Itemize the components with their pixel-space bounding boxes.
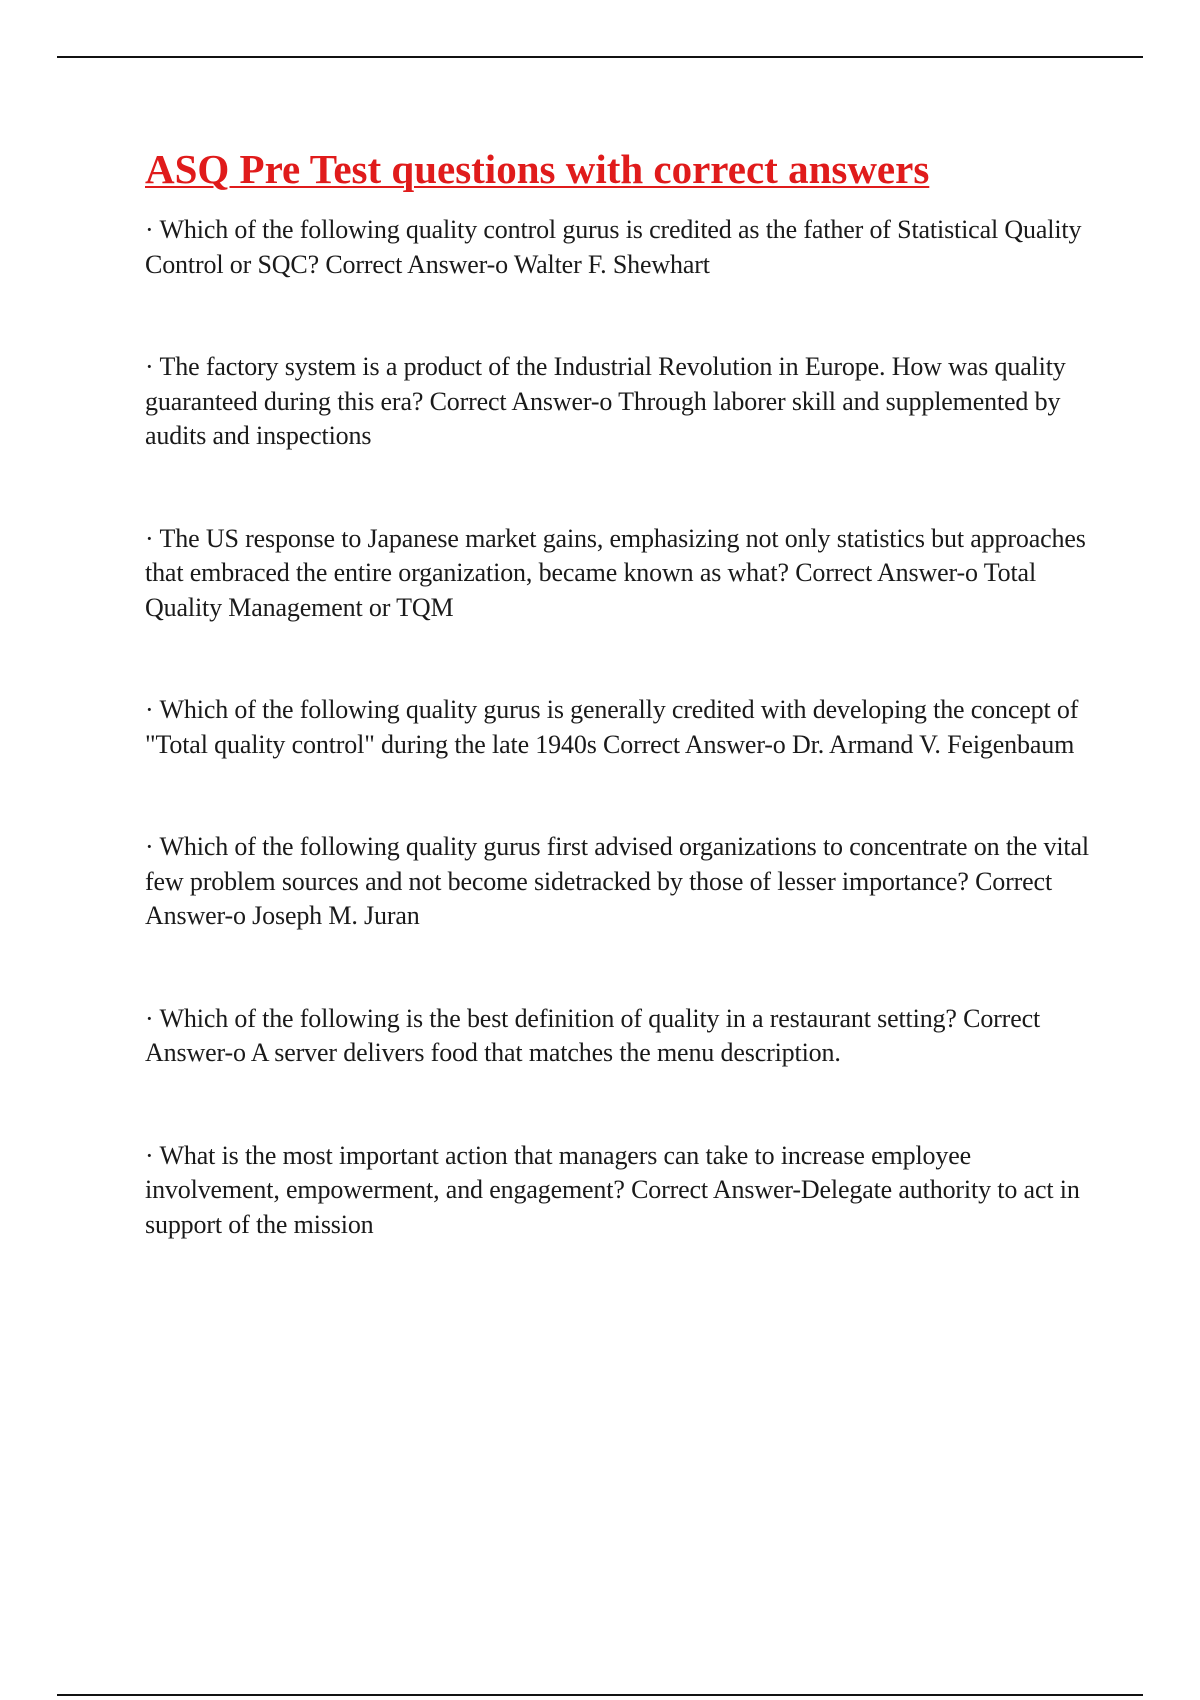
qa-item-7 bbox=[145, 1139, 1090, 1243]
qa-item-3 bbox=[145, 522, 1090, 626]
qa-text-7: What is the most important action that managers can take to increase employee involvement, empowerment, and engagement? Correct Answer-Delegate authority to act in support of the mission bbox=[145, 1140, 1080, 1239]
qa-text-5: Which of the following quality gurus first advised organizations to concentrate on the vital few problem sources and not become sidetracked by those of lesser importance? Correct Answer-o Joseph M. Juran bbox=[145, 832, 1089, 930]
bullet-mark: · bbox=[145, 215, 154, 244]
qa-text-1: Which of the following quality control gurus is credited as the father of Statistical Quality Control or SQC? Correct Answer-o Walter F. Shewhart bbox=[145, 215, 1082, 279]
bullet-mark: · bbox=[145, 1140, 154, 1170]
bullet-mark: · bbox=[145, 695, 154, 724]
bullet-mark: · bbox=[145, 832, 154, 861]
bullet-mark: · bbox=[145, 1003, 154, 1033]
document-title: ASQ Pre Test questions with correct answers bbox=[145, 146, 930, 192]
qa-text-3: The US response to Japanese market gains, emphasizing not only statistics but approaches that embraced the entire organization, became known as what? Correct Answer-o Total Quality Management or TQM bbox=[145, 523, 1086, 622]
qa-item-5 bbox=[145, 830, 1090, 934]
footer-rule bbox=[57, 1694, 1143, 1696]
qa-text-2: The factory system is a product of the Industrial Revolution in Europe. How was quality guaranteed during this era? Correct Answer-o Through laborer skill and supplemented by audits and inspections bbox=[145, 352, 1066, 450]
bullet-mark: · bbox=[145, 523, 154, 553]
qa-item-6 bbox=[145, 1002, 1090, 1071]
header-rule bbox=[57, 56, 1143, 58]
qa-item-4 bbox=[145, 693, 1090, 762]
document-body bbox=[145, 143, 1090, 1310]
qa-item-2 bbox=[145, 350, 1090, 454]
qa-list bbox=[145, 213, 1090, 1242]
qa-item-1 bbox=[145, 213, 1090, 282]
qa-text-6: Which of the following is the best definition of quality in a restaurant setting? Correct Answer-o A server delivers food that matches the menu description. bbox=[145, 1003, 1041, 1067]
qa-text-4: Which of the following quality gurus is generally credited with developing the concept of "Total quality control" during the late 1940s Correct Answer-o Dr. Armand V. Feigenbaum bbox=[145, 695, 1079, 759]
bullet-mark: · bbox=[145, 352, 154, 381]
